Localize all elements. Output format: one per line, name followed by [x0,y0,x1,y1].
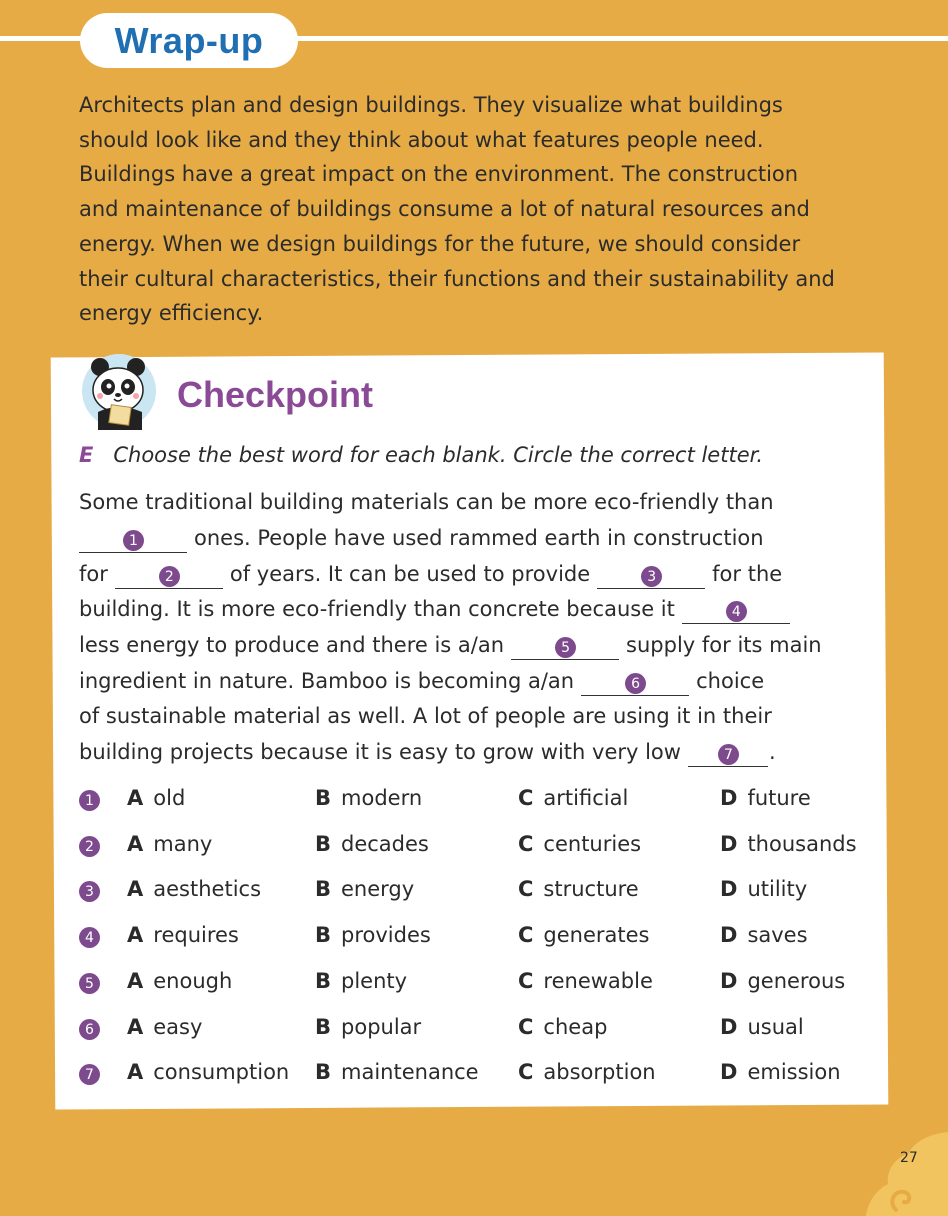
passage-line [79,526,764,556]
question-row-1 [79,786,879,816]
blank-1[interactable] [79,526,187,553]
option-a[interactable]: A many [127,832,213,856]
passage-text: building projects because it is easy to grow with very low [79,740,681,764]
blank-3[interactable] [597,562,705,589]
intro-line: Architects plan and design buildings. They visualize what buildings [79,93,783,117]
passage-line [79,633,822,663]
option-d[interactable]: D generous [720,969,846,993]
intro-line: energy. When we design buildings for the future, we should consider [79,231,801,256]
question-row-2 [79,832,879,862]
blank-5[interactable] [511,633,619,660]
passage-text: of years. It can be used to provide [229,562,591,586]
passage-line [79,669,764,699]
blank-7[interactable] [688,740,768,767]
passage-text: choice [696,669,765,693]
passage-text: ones. People have used rammed earth in construction [194,526,764,550]
blank-number: 2 [159,566,180,587]
question-number: 4 [79,927,100,948]
option-c[interactable]: C absorption [518,1060,656,1084]
blank-number: 3 [641,566,662,587]
option-a[interactable]: A requires [127,923,239,947]
question-number: 5 [79,973,100,994]
question-row-6 [79,1015,879,1045]
passage-text: for [79,562,108,586]
section-header [80,13,298,68]
intro-line: should look like and they think about what features people need. [79,127,764,152]
option-b[interactable]: B decades [315,832,429,856]
question-number: 7 [79,1064,100,1085]
exercise-letter: E [79,443,94,467]
blank-6[interactable] [581,669,689,696]
option-b[interactable]: B energy [315,877,415,901]
blank-number: 1 [123,530,144,551]
question-number: 2 [79,836,100,857]
passage-text: less energy to produce and there is a/an [79,633,505,657]
intro-line: their cultural characteristics, their functions and their sustainability and [79,266,835,291]
option-d[interactable]: D utility [720,877,808,901]
question-row-7 [79,1060,879,1090]
panda-icon [80,352,158,430]
exercise-instruction [79,443,869,467]
intro-line: energy efficiency. [79,301,264,326]
intro-paragraph [79,88,879,331]
question-row-3 [79,877,879,907]
option-d[interactable]: D usual [720,1015,804,1039]
passage-text: supply for its main [626,633,822,657]
passage-line [79,597,797,627]
passage-line [79,704,772,734]
blank-number: 6 [625,673,646,694]
blank-number: 5 [555,637,576,658]
blank-2[interactable] [115,562,223,589]
option-d[interactable]: D saves [720,923,808,947]
option-d[interactable]: D emission [720,1060,841,1084]
question-row-5 [79,969,879,999]
passage-line [79,740,776,770]
passage-text: Some traditional building materials can be more eco-friendly than [79,490,774,514]
option-c[interactable]: C artificial [518,786,629,810]
passage-line [79,490,774,520]
option-d[interactable]: D future [720,786,811,810]
passage-text: building. It is more eco-friendly than concrete because it [79,597,675,621]
option-a[interactable]: A old [127,786,186,810]
passage-text: for the [712,562,783,586]
instruction-text: Choose the best word for each blank. Circle the correct letter. [113,443,763,467]
option-c[interactable]: C renewable [518,969,653,993]
option-a[interactable]: A enough [127,969,233,993]
option-b[interactable]: B popular [315,1015,422,1039]
option-d[interactable]: D thousands [720,832,857,856]
option-a[interactable]: A aesthetics [127,877,262,901]
question-number: 3 [79,881,100,902]
option-c[interactable]: C generates [518,923,650,947]
option-c[interactable]: C structure [518,877,639,901]
passage-text: ingredient in nature. Bamboo is becoming a/an [79,669,575,693]
passage-line [79,562,782,592]
option-c[interactable]: C centuries [518,832,642,856]
section-title: Wrap-up [114,19,264,61]
passage-text: of sustainable material as well. A lot of people are using it in their [79,704,772,728]
option-b[interactable]: B plenty [315,969,408,993]
swirl-decoration-icon [866,1132,948,1216]
blank-number: 4 [726,601,747,622]
question-number: 1 [79,790,100,811]
option-a[interactable]: A consumption [127,1060,290,1084]
intro-line: and maintenance of buildings consume a lot of natural resources and [79,197,810,222]
question-number: 6 [79,1019,100,1040]
checkpoint-title: Checkpoint [177,374,374,415]
option-b[interactable]: B modern [315,786,423,810]
option-b[interactable]: B provides [315,923,431,947]
passage-text: . [768,740,776,764]
option-b[interactable]: B maintenance [315,1060,479,1084]
blank-number: 7 [718,744,739,765]
intro-line: Buildings have a great impact on the environment. The construction [79,162,799,187]
question-row-4 [79,923,879,953]
option-a[interactable]: A easy [127,1015,203,1039]
blank-4[interactable] [682,597,790,624]
page-number: 27 [900,1150,918,1166]
option-c[interactable]: C cheap [518,1015,608,1039]
